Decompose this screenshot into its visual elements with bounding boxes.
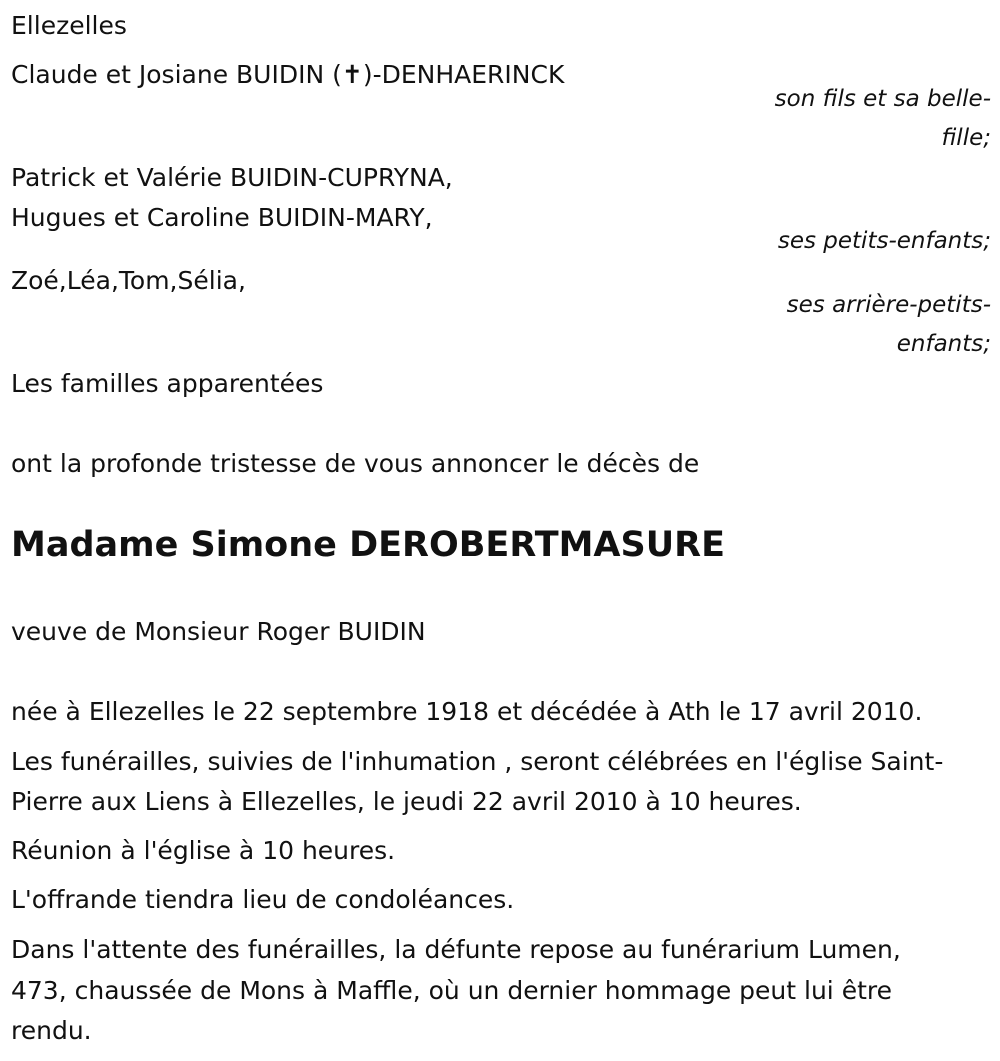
funeral-line1: Les funérailles, suivies de l'inhumation , seront célébrées en l'église Saint-: [11, 747, 944, 776]
announcement: ont la profonde tristesse de vous annoncer le décès de: [11, 449, 700, 478]
birth-death: née à Ellezelles le 22 septembre 1918 et décédée à Ath le 17 avril 2010.: [11, 697, 923, 726]
viewing-line2: 473, chaussée de Mons à Maffle, où un dernier hommage peut lui être: [11, 976, 892, 1005]
family-son-names: Claude et Josiane BUIDIN (✝)-DENHAERINCK: [11, 60, 565, 89]
family-great-grandchildren-relation-line1: ses arrière-petits-: [786, 292, 991, 318]
location: Ellezelles: [11, 11, 127, 40]
offering: L'offrande tiendra lieu de condoléances.: [11, 885, 515, 914]
family-grandchildren-relation: ses petits-enfants;: [777, 228, 991, 254]
viewing-line1: Dans l'attente des funérailles, la défunte repose au funérarium Lumen,: [11, 935, 901, 964]
deceased-name: Madame Simone DEROBERTMASURE: [11, 525, 725, 565]
funeral-line2: Pierre aux Liens à Ellezelles, le jeudi 22 avril 2010 à 10 heures.: [11, 787, 802, 816]
family-son-relation-line2: fille;: [941, 125, 991, 151]
family-grandchildren-names-line2: Hugues et Caroline BUIDIN-MARY,: [11, 203, 433, 232]
family-great-grandchildren-relation-line2: enfants;: [896, 331, 991, 357]
viewing-line3: rendu.: [11, 1016, 92, 1045]
widow-of: veuve de Monsieur Roger BUIDIN: [11, 617, 426, 646]
relatives: Les familles apparentées: [11, 369, 324, 398]
family-grandchildren-names-line1: Patrick et Valérie BUIDIN-CUPRYNA,: [11, 163, 453, 192]
meeting: Réunion à l'église à 10 heures.: [11, 836, 396, 865]
family-great-grandchildren-names: Zoé,Léa,Tom,Sélia,: [11, 266, 246, 295]
family-son-relation-line1: son fils et sa belle-: [774, 86, 991, 112]
